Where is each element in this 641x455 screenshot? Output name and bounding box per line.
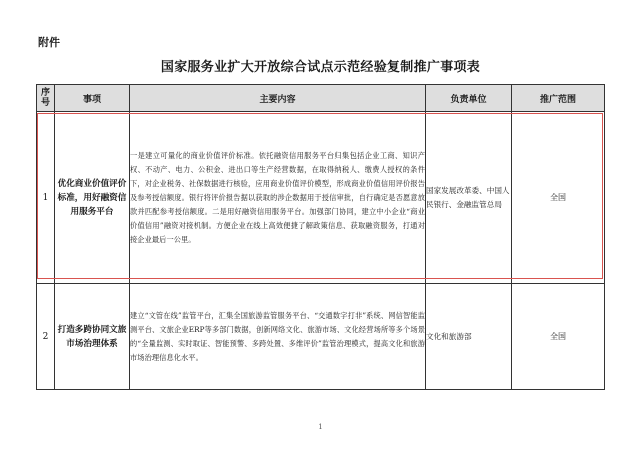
table-row <box>37 284 605 390</box>
header-content: 主要内容 <box>130 85 426 112</box>
header-scope: 推广范围 <box>512 85 605 112</box>
header-item: 事项 <box>55 85 130 112</box>
row-scope: 全国 <box>512 112 605 284</box>
table-row <box>37 112 605 284</box>
row-seq: 2 <box>37 284 55 390</box>
pilot-experience-table <box>36 84 605 390</box>
row-department: 国家发展改革委、中国人民银行、金融监管总局 <box>426 112 512 284</box>
row-department: 文化和旅游部 <box>426 284 512 390</box>
header-department: 负责单位 <box>426 85 512 112</box>
page-number: 1 <box>318 423 323 431</box>
document-title: 国家服务业扩大开放综合试点示范经验复制推广事项表 <box>160 60 481 75</box>
header-seq <box>37 85 55 112</box>
row-item: 打造多跨协同文旅市场治理体系 <box>55 284 130 390</box>
header-seq-char-2: 号 <box>40 98 50 108</box>
row-content: 建立“文管在线”监管平台，汇集全国旅游监管服务平台、“交通数字打非”系统、网信智能监测平台、文旅企业ERP等多部门数据，创新网络文化、旅游市场、文化经营场所等多个场景的“全量监测、实时取证、智能预警、多跨处置、多维评价”监管治理模式，提高文化和旅游市场治理信息化水平。 <box>130 284 426 390</box>
attachment-label: 附件 <box>38 36 60 49</box>
table-header-row <box>37 85 605 112</box>
header-seq-char-1: 序 <box>40 88 50 98</box>
row-item: 优化商业价值评价标准，用好融资信用服务平台 <box>55 112 130 284</box>
row-seq: 1 <box>37 112 55 284</box>
row-scope: 全国 <box>512 284 605 390</box>
row-content: 一是建立可量化的商业价值评价标准。依托融资信用服务平台归集包括企业工商、知识产权、不动产、电力、公积金、进出口等生产经营数据，在取得纳税人、缴费人授权的条件下，对企业税务、社保数据进行核验，应用商业价值评价模型，形成商业价值信用评价报告及参考授信额度。银行将评价报告据以获取的涉企数据用于授信审批，自行确定是否愿意放款并匹配参考授信额度。二是用好融资信用服务平台。加强部门协同，建立中小企业“商业价值信用”融资对接机制。方便企业在线上高效便捷了解政策信息、获取融资服务，打通对接企业最后一公里。 <box>130 112 426 284</box>
